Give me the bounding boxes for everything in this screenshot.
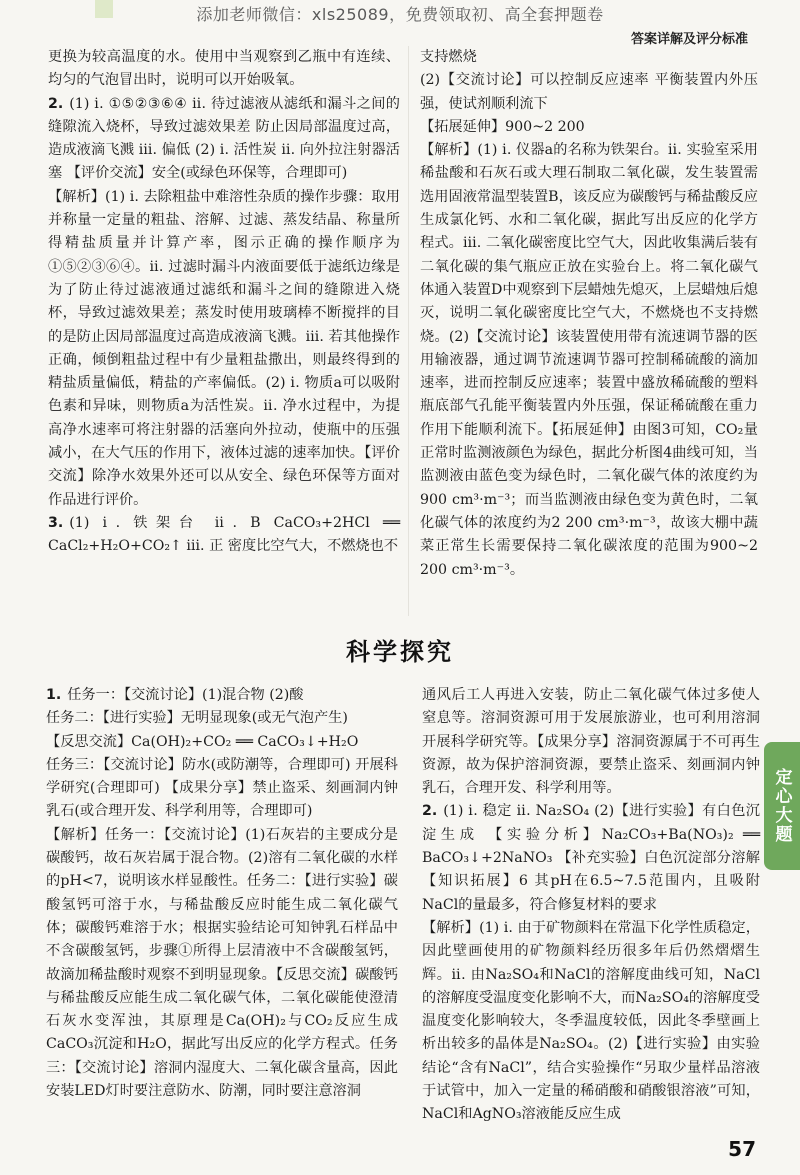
side-tab: 定心大题 <box>764 742 800 870</box>
paragraph: 【反思交流】Ca(OH)₂+CO₂ ══ CaCO₃↓+H₂O <box>46 733 359 750</box>
analysis-paragraph: 【解析】(1) ⅰ. 仪器a的名称为铁架台。ⅱ. 实验室采用稀盐酸和石灰石或大理石制取二氧化碳，发生装置需选用固液常温型装置B，该反应为碳酸钙与稀盐酸反应生成氯化钙、水和二氧化碳，据此写出反应的化学方程式。ⅲ. 二氧化碳密度比空气大，因此收集满后装有二氧化碳的集气瓶应正放在实验台上。将二氧化碳气体通入装置D中观察到下层蜡烛先熄灭，上层蜡烛后熄灭，说明二氧化碳密度比空气大，不燃烧也不支持燃烧。(2)【交流讨论】该装置使用带有流速调节器的医用输液器，通过调节流速调节器可控制稀硫酸的滴加速率，进而控制反应速率；装置中盛放稀硫酸的塑料瓶底部气孔能平衡装置内外压强，保证稀硫酸在重力作用下能顺利流下。【拓展延伸】由图3可知，CO₂量正常时监测液颜色为绿色，据此分析图4曲线可知，当监测液由蓝色变为绿色时，二氧化碳气体的浓度约为900 cm³·m⁻³；而当监测液由绿色变为黄色时，二氧化碳气体的浓度约为2 200 cm³·m⁻³，故该大棚中蔬菜正常生长需要保持二氧化碳浓度的范围为900~2 200 cm³·m⁻³。 <box>420 142 758 578</box>
answer-item-2 <box>48 93 400 186</box>
watermark-text: 添加老师微信：xls25089，免费领取初、高全套押题卷 <box>196 5 604 24</box>
section-title: 科学探究 <box>346 638 454 666</box>
paragraph: 通风后工人再进入安装，防止二氧化碳气体过多使人窒息等。溶洞资源可用于发展旅游业，也可利用溶洞开展科学研究等。【成果分享】溶洞资源属于不可再生资源，故为保护溶洞资源，要禁止盗采、刻画洞内钟乳石，合理开发、科学利用等。 <box>422 687 760 797</box>
paragraph: 更换为较高温度的水。使用中当观察到乙瓶中有连续、均匀的气泡冒出时，说明可以开始吸氧。 <box>48 49 400 89</box>
paragraph: (2)【交流讨论】可以控制反应速率 平衡装置内外压强，使试剂顺利流下 <box>420 72 758 112</box>
answer-text: (1) ⅰ. ①⑤②③⑥④ ⅱ. 待过滤液从滤纸和漏斗之间的缝隙流入烧杯，导致过滤效果差 防止因局部温度过高，造成液滴飞溅 ⅲ. 偏低 (2) ⅰ. 活性炭 ⅱ. 向外拉注射器活塞 【评价交流】安全(或绿色环保等，合理即可) <box>48 95 400 182</box>
top-right-column <box>420 46 758 582</box>
answer-text: (1) ⅰ. 铁架台 ⅱ. B CaCO₃+2HCl ══ CaCl₂+H₂O+CO₂↑ ⅲ. 正 密度比空气大，不燃烧也不 <box>48 514 400 555</box>
question-number: 2. <box>422 803 438 820</box>
question-number: 1. <box>46 687 62 703</box>
answer-item-3 <box>48 512 400 559</box>
top-left-column <box>48 46 400 559</box>
question-number: 3. <box>48 514 64 531</box>
analysis-paragraph: 【解析】(1) ⅰ. 去除粗盐中难溶性杂质的操作步骤：取用并称量一定量的粗盐、溶解、过滤、蒸发结晶、称量所得精盐质量并计算产率，图示正确的操作顺序为①⑤②③⑥④。ⅱ. 过滤时漏斗内液面要低于滤纸边缘是为了防止待过滤液通过滤纸和漏斗之间的缝隙进入烧杯，导致过滤效果差；蒸发时使用玻璃棒不断搅拌的目的是防止因局部温度过高造成液滴飞溅。ⅲ. 若其他操作正确，倾倒粗盐过程中有少量粗盐撒出，则最终得到的精盐质量偏低，精盐的产率偏低。(2) ⅰ. 物质a可以吸附色素和异味，则物质a为活性炭。ⅱ. 净水过程中，为提高净水速率可将注射器的活塞向外拉动，使瓶中的压强减小，在大气压的作用下，液体过滤的速率加快。【评价交流】除净水效果外还可以从安全、绿色环保等方面对作品进行评价。 <box>48 188 400 508</box>
question-number: 2. <box>48 95 64 112</box>
page-number: 57 <box>728 1137 756 1161</box>
bottom-right-column <box>422 684 760 1127</box>
analysis-paragraph: 【解析】任务一：【交流讨论】(1)石灰岩的主要成分是碳酸钙，故石灰岩属于混合物。(2)溶有二氧化碳的水样的pH<7，说明该水样显酸性。任务二：【进行实验】碳酸氢钙可溶于水，与稀盐酸反应时能生成二氧化碳气体；碳酸钙难溶于水；根据实验结论可知钟乳石样品中不含碳酸氢钙，步骤①所得上层清液中不含碳酸氢钙，故滴加稀盐酸时观察不到明显现象。【反思交流】碳酸钙与稀盐酸反应能生成二氧化碳气体，二氧化碳能使澄清石灰水变浑浊，其原理是Ca(OH)₂与CO₂反应生成CaCO₃沉淀和H₂O，据此写出反应的化学方程式。任务三：【交流讨论】溶洞内湿度大、二氧化碳含量高，因此安装LED灯时要注意防水、防潮，同时要注意溶洞 <box>46 826 398 1100</box>
header-label: 答案详解及评分标准 <box>630 32 748 47</box>
answer-item-2 <box>422 800 760 916</box>
bottom-left-column <box>46 684 398 1103</box>
paragraph: 任务三：【交流讨论】防水(或防潮等，合理即可) 开展科学研究(合理即可) 【成果分享】禁止盗采、刻画洞内钟乳石(或合理开发、科学利用等，合理即可) <box>46 756 398 820</box>
analysis-paragraph: 【解析】(1) ⅰ. 由于矿物颜料在常温下化学性质稳定，因此壁画使用的矿物颜料经历很多年后仍然熠熠生辉。ⅱ. 由Na₂SO₄和NaCl的溶解度曲线可知，NaCl的溶解度受温度变化影响不大，而Na₂SO₄的溶解度受温度变化影响较大，冬季温度较低，因此冬季壁画上析出较多的晶体是Na₂SO₄。(2)【进行实验】由实验结论“含有NaCl”，结合实验操作“另取少量样品溶液于试管中，加入一定量的稀硝酸和硝酸银溶液”可知，NaCl和AgNO₃溶液能反应生成 <box>422 919 760 1123</box>
paragraph: 【拓展延伸】900~2 200 <box>420 118 585 135</box>
answer-text: 任务一：【交流讨论】(1)混合物 (2)酸 <box>67 687 304 703</box>
column-divider <box>408 46 409 616</box>
answer-item-1 <box>46 684 398 707</box>
paragraph: 任务二：【进行实验】无明显现象(或无气泡产生) <box>46 710 348 727</box>
answer-text: (1) ⅰ. 稳定 ⅱ. Na₂SO₄ (2)【进行实验】有白色沉淀生成 【实验分析】Na₂CO₃+Ba(NO₃)₂ ══ BaCO₃↓+2NaNO₃ 【补充实验】白色沉淀部分溶解 【知识拓展】6 其pH在6.5~7.5范围内，且吸附NaCl的量最多，符合修复材料的要求 <box>422 803 760 913</box>
paragraph: 支持燃烧 <box>420 49 477 65</box>
